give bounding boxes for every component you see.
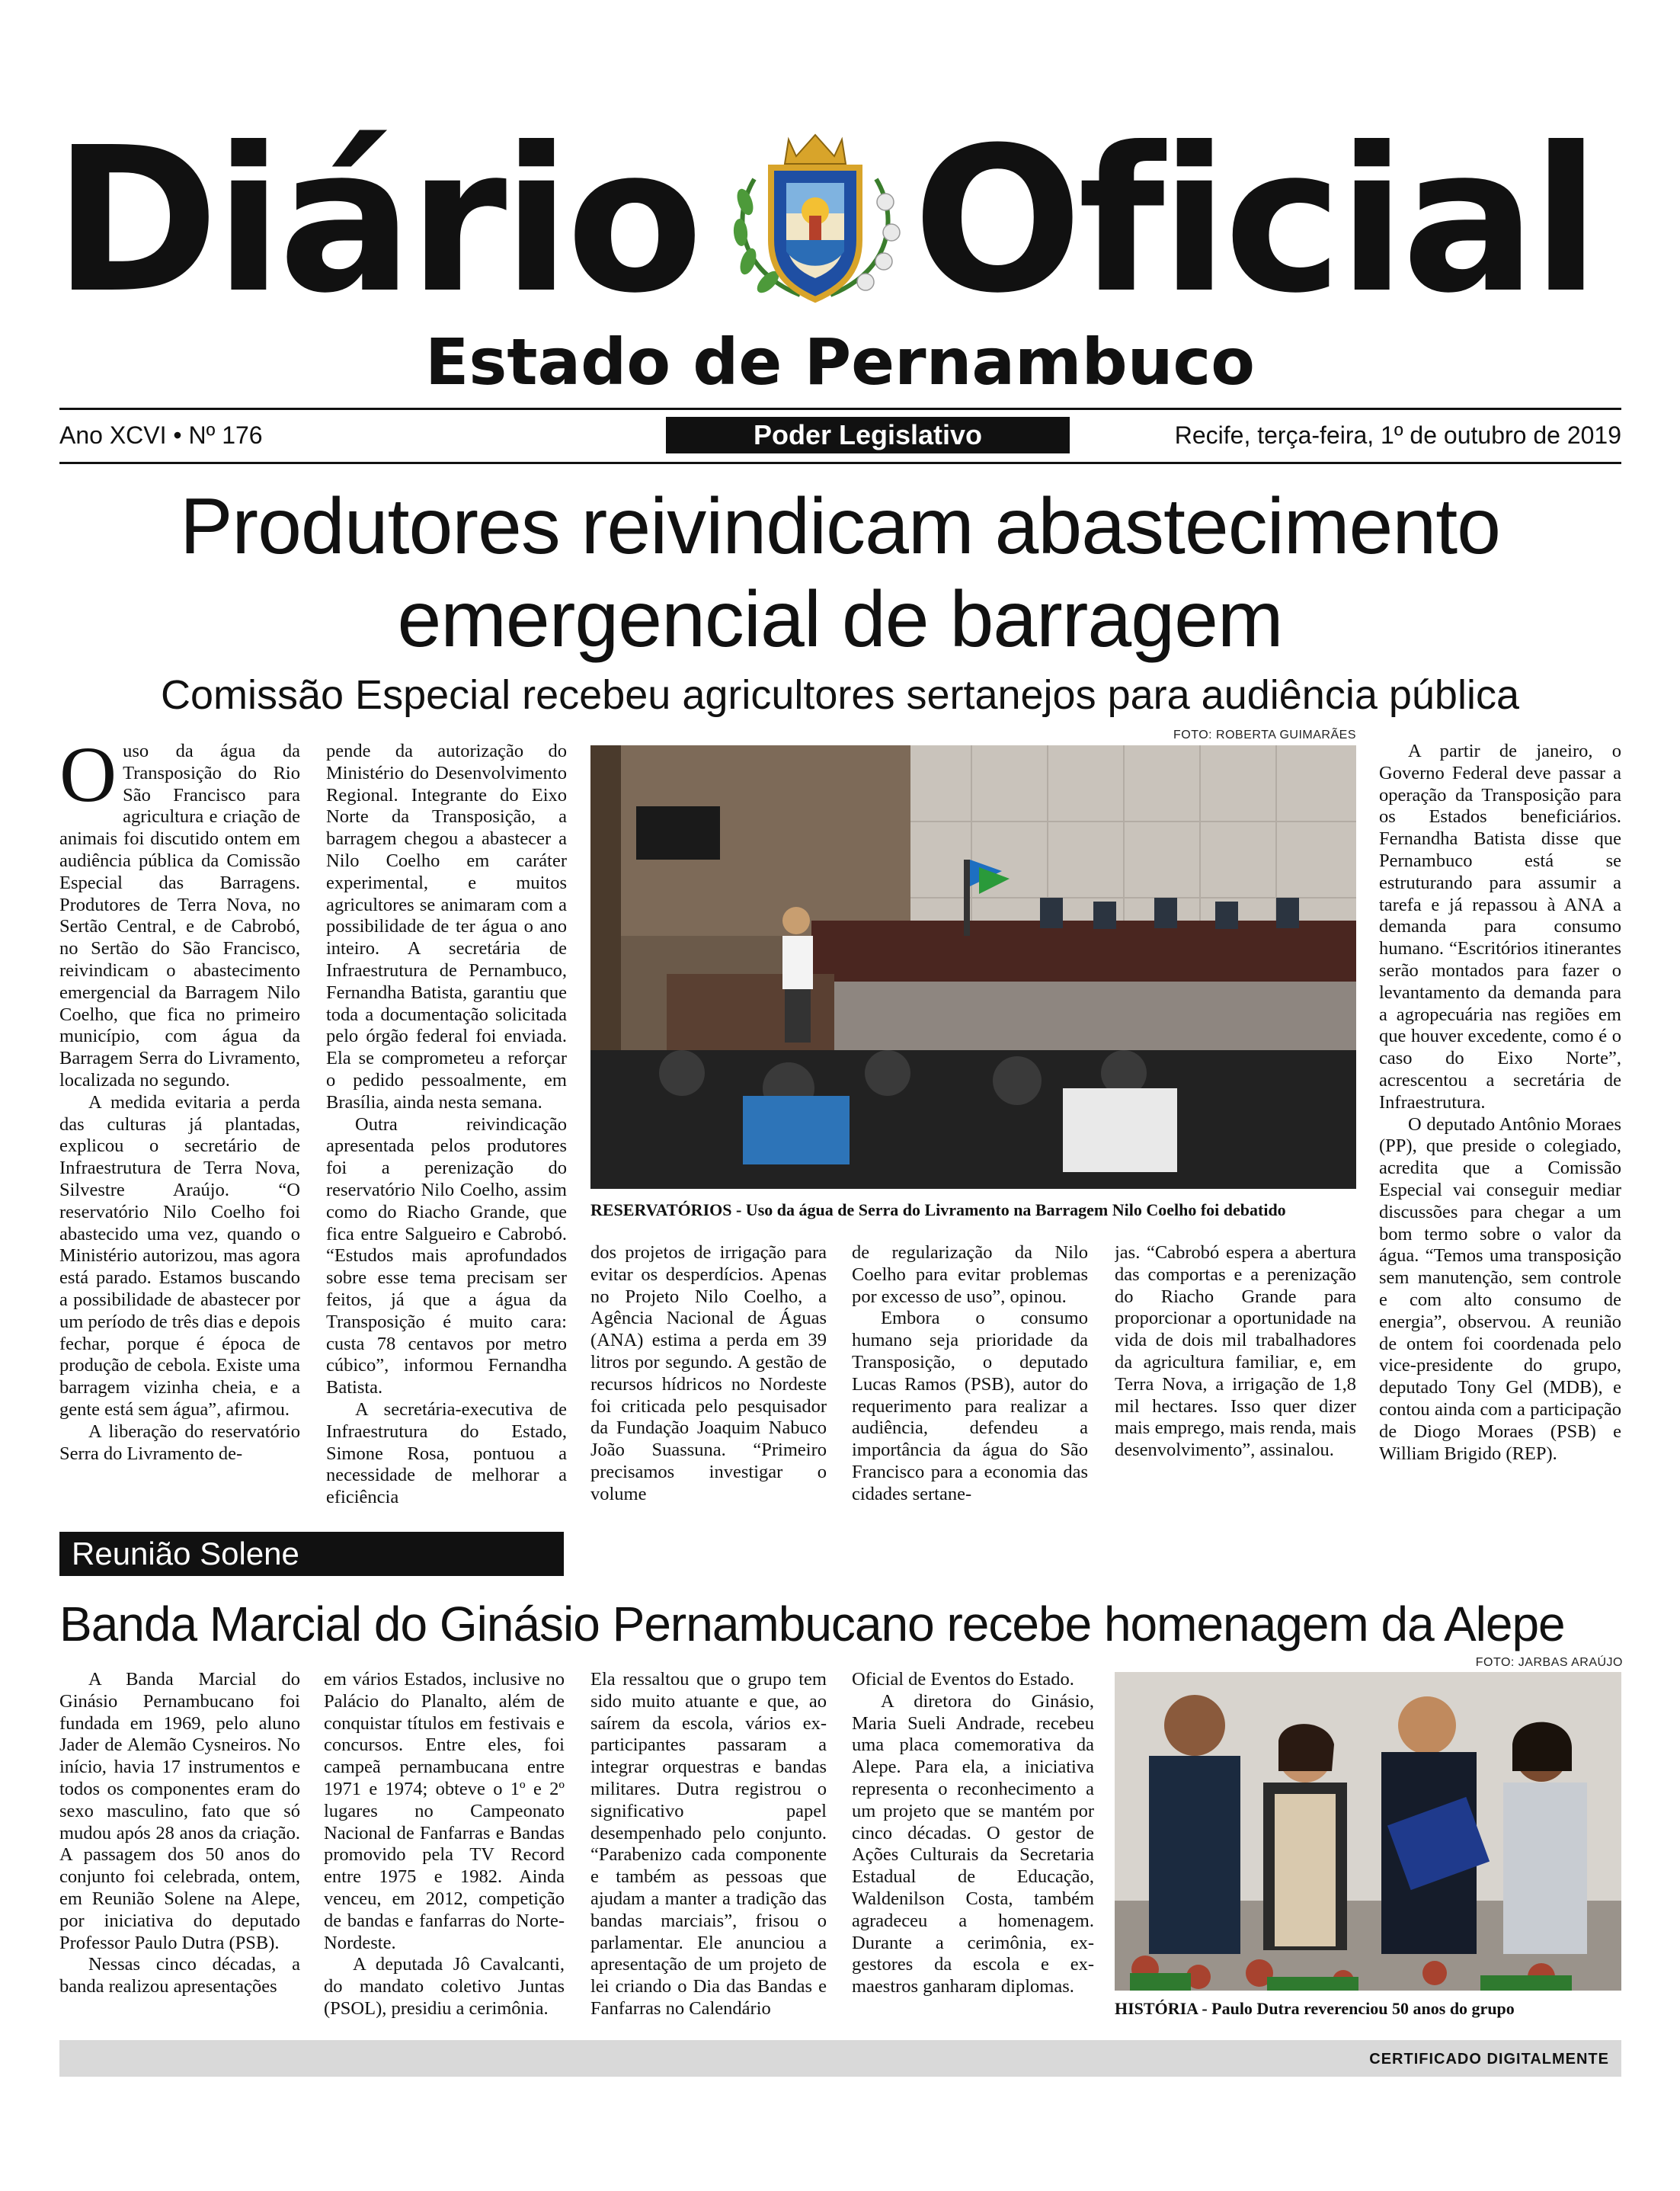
footer-bar (59, 2040, 1621, 2077)
certified-label: CERTIFICADO DIGITALMENTE (1369, 2051, 1609, 2068)
photo-caption: HISTÓRIA - Paulo Dutra reverenciou 50 anos do grupo (1115, 1999, 1515, 2018)
photo-credit: FOTO: JARBAS ARAÚJO (1475, 1656, 1623, 1669)
paragraph: Embora o consumo humano seja prioridade da Transposição, o deputado Lucas Ramos (PSB), autor do requerimento para realizar a audiência, defendeu a importância da água do São Francisco para a economia das cidades sertane- (852, 1308, 1088, 1504)
lead-column-4 (852, 1242, 1088, 1507)
paragraph: uso da água da Transposição do Rio São Francisco para agricultura e criação de animais foi discutido ontem em audiência pública da Comissão Especial das Barragens. Produtores de Terra Nova, no Sertão Central, e de Cabrobó, no Sertão do São Francisco, reivindicam o abastecimento emergencial da Barragem Nilo Coelho, que fica no primeiro município, com água da Barragem Serra do Livramento, localizada no segundo. (59, 741, 300, 1091)
lead-column-2 (326, 741, 567, 1507)
photo-caption: RESERVATÓRIOS - Uso da água de Serra do Livramento na Barragem Nilo Coelho foi debatido (590, 1200, 1286, 1219)
second-column-2 (324, 1669, 565, 2027)
paragraph: Nessas cinco décadas, a banda realizou apresentações (59, 1954, 300, 1997)
lead-photo (590, 745, 1356, 1189)
paragraph: pende da autorização do Ministério do Desenvolvimento Regional. Integrante do Eixo Norte da Transposição, a barragem chegou a abastecer a Nilo Coelho em caráter experimental, e muitos agricultores se animaram com a possibilidade de ter água o ano inteiro. A secretária de Infraestrutura de Pernambuco, Fernandha Batista, garantiu que toda a documentação solicitada pelo órgão federal foi enviada. Ela se comprometeu a reforçar o pedido pessoalmente, em Brasília, ainda nesta semana. (326, 741, 567, 1113)
lead-headline: Produtores reivindicam abastecimento emergencial de barragem (180, 482, 1500, 664)
issue-number: Ano XCVI • Nº 176 (59, 421, 263, 449)
lead-column-1 (59, 741, 300, 1507)
masthead-subtitle: Estado de Pernambuco (424, 325, 1256, 399)
dateline: Recife, terça-feira, 1º de outubro de 2019 (1174, 421, 1621, 449)
second-column-1 (59, 1669, 300, 2027)
photo-credit: FOTO: ROBERTA GUIMARÃES (1173, 729, 1356, 742)
paragraph: A diretora do Ginásio, Maria Sueli Andrade, recebeu uma placa comemorativa da Alepe. Para ela, a iniciativa representa o reconhecimento a um projeto que se mantém por cinco décadas. O gestor de Ações Culturais da Secretaria Estadual de Educação, Waldenilson Costa, também agradeceu a homenagem. Durante a cerimônia, ex-gestores da escola e ex-maestros ganharam diplomas. (852, 1690, 1094, 1997)
paragraph: A Banda Marcial do Ginásio Pernambucano foi fundada em 1969, pelo aluno Jader de Alemão Cysneiros. No início, havia 17 instrumentos e todos os componentes eram do sexo masculino, fato que só mudou após 28 anos da criação. A passagem dos 50 anos do conjunto foi celebrada, ontem, em Reunião Solene na Alepe, por iniciativa do deputado Professor Paulo Dutra (PSB). (59, 1669, 300, 1953)
drop-cap: O (59, 741, 117, 818)
paragraph: de regularização da Nilo Coelho para evitar problemas por excesso de uso”, opinou. (852, 1242, 1088, 1307)
paragraph: A medida evitaria a perda das culturas já plantadas, explicou o secretário de Infraestrutura de Terra Nova, Silvestre Araújo. “O reservatório Nilo Coelho foi abastecido uma vez, quando o Ministério autorizou, mas agora está parado. Estamos buscando a possibilidade de abastecer por um período de três dias e depois fechar, porque é época de produção de cebola. Existe uma barragem vizinha cheia, e a gente está sem água”, afirmou. (59, 1091, 300, 1420)
paragraph: A deputada Jô Cavalcanti, do mandato coletivo Juntas (PSOL), presidiu a cerimônia. (324, 1954, 565, 2019)
second-column-3 (590, 1669, 827, 2027)
bottom-rule (59, 462, 1621, 464)
lead-column-6 (1379, 741, 1621, 1507)
paragraph: A partir de janeiro, o Governo Federal deve passar a operação da Transposição para os Estados beneficiários. Fernandha Batista disse que Pernambuco está se estruturando para assumir a tarefa e já repassou à ANA a demanda para consumo humano. “Escritórios itinerantes serão montados para fazer o levantamento da demanda para a agropecuária nas regiões em que houver excedente, como é o caso do Eixo Norte”, acrescentou a secretária de Infraestrutura. (1379, 741, 1621, 1113)
paragraph: em vários Estados, inclusive no Palácio do Planalto, além de conquistar títulos em festivais e concursos. Entre eles, foi campeã pernambucana entre 1971 e 1974; obteve o 1º e 2º lugares no Campeonato Nacional de Fanfarras e Bandas promovido pela TV Record entre 1975 e 1982. Ainda venceu, em 2012, competição de bandas e fanfarras do Norte-Nordeste. (324, 1669, 565, 1953)
info-row (59, 415, 1621, 458)
lead-column-3 (590, 1242, 827, 1507)
paragraph: jas. “Cabrobó espera a abertura das comportas e a perenização do Riacho Grande para proporcionar a oportunidade na vida de dois mil trabalhadores da agricultura familiar, e, em Terra Nova, a irrigação de 1,8 mil hectares. Isso quer dizer mais emprego, mais renda, mais desenvolvimento”, assinalou. (1115, 1242, 1356, 1461)
paragraph: O deputado Antônio Moraes (PP), que preside o colegiado, acredita que a Comissão Especial vai conseguir mediar discussões para chegar a um bom termo sobre o valor da água. “Temos uma transposição sem manutenção, sem controle e com alto consumo de energia”, observou. A reunião de ontem foi coordenada pelo vice-presidente do grupo, deputado Tony Gel (MDB), e contou ainda com a participação de Diogo Moraes (PSB) e William Brigido (REP). (1379, 1113, 1621, 1464)
paragraph: A secretária-executiva de Infraestrutura do Estado, Simone Rosa, pontuou a necessidade de melhorar a eficiência (326, 1398, 567, 1507)
second-photo (1115, 1672, 1621, 1991)
second-column-4 (852, 1669, 1094, 2027)
masthead-title-left: Diário (53, 104, 699, 337)
paragraph: Outra reivindicação apresentada pelos produtores foi a perenização do reservatório Nilo Coelho, assim como do Riacho Grande, que fica entre Salgueiro e Cabrobó. “Estudos mais aprofundados sobre esse tema precisam ser feitos, já que a água da Transposição é muito cara: custa 78 centavos por metro cúbico”, informou Fernandha Batista. (326, 1113, 567, 1398)
paragraph: A liberação do reservatório Serra do Livramento de- (59, 1421, 300, 1464)
second-headline: Banda Marcial do Ginásio Pernambucano recebe homenagem da Alepe (59, 1597, 1565, 1651)
coat-of-arms-icon (724, 126, 907, 309)
masthead-title-right: Oficial (913, 104, 1596, 337)
paragraph: Oficial de Eventos do Estado. (852, 1669, 1074, 1690)
top-rule (59, 408, 1621, 410)
section-label: Reunião Solene (59, 1532, 564, 1576)
lead-column-5 (1115, 1242, 1356, 1507)
branch-label: Poder Legislativo (666, 417, 1070, 453)
paragraph: dos projetos de irrigação para evitar os desperdícios. Apenas no Projeto Nilo Coelho, a Agência Nacional de Águas (ANA) estima a perda em 39 litros por segundo. A gestão de recursos hídricos no Nordeste foi criticada pelo pesquisador da Fundação Joaquim Nabuco João Suassuna. “Primeiro precisamos investigar o volume (590, 1242, 827, 1504)
lead-subhead: Comissão Especial recebeu agricultores sertanejos para audiência pública (160, 672, 1519, 718)
paragraph: Ela ressaltou que o grupo tem sido muito atuante e que, ao saírem da escola, vários ex-participantes passaram a integrar orquestras e bandas militares. Dutra registrou o significativo papel desempenhado pelo conjunto. “Parabenizo cada componente e também as pessoas que ajudam a manter a tradição das bandas marciais”, frisou o parlamentar. Ele anunciou a apresentação de um projeto de lei criando o Dia das Bandas e Fanfarras no Calendário (590, 1669, 827, 2019)
